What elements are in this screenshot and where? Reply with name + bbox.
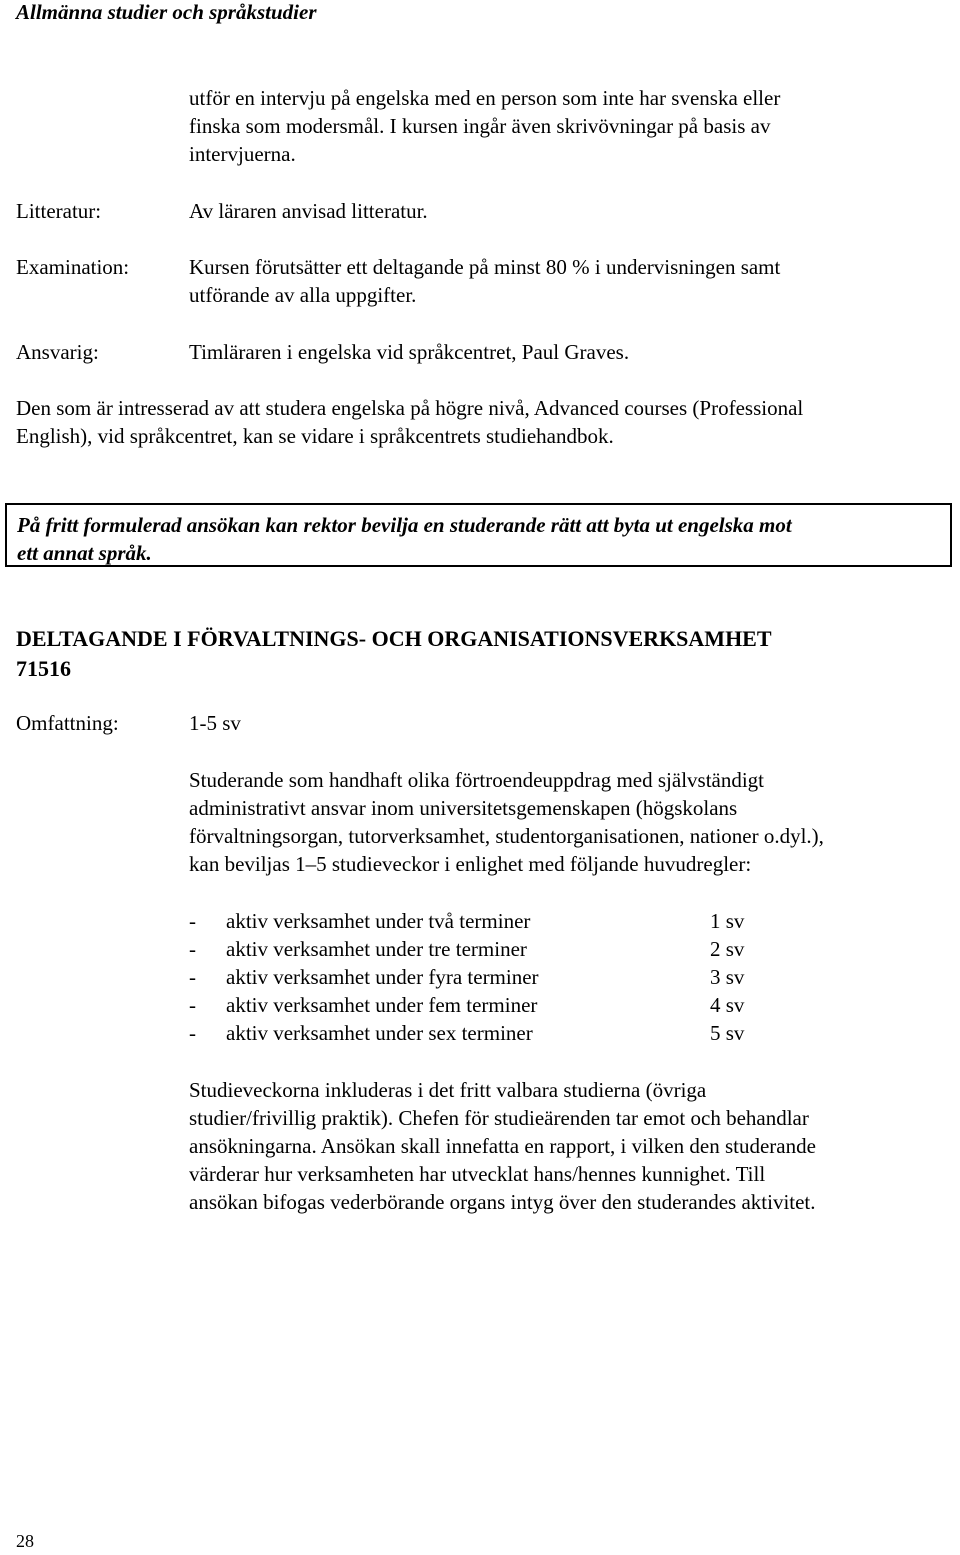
text-line: Studieveckorna inkluderas i det fritt valbara studierna (övriga <box>189 1078 707 1102</box>
rule-credits: 1 sv <box>710 909 745 933</box>
rule-text: aktiv verksamhet under två terminer <box>226 909 531 933</box>
text-line: På fritt formulerad ansökan kan rektor bevilja en studerande rätt att byta ut engelska mot <box>17 513 792 537</box>
text-line: kan beviljas 1–5 studieveckor i enlighet med följande huvudregler: <box>189 852 752 876</box>
text-line: utförande av alla uppgifter. <box>189 283 417 307</box>
section-header: Allmänna studier och språkstudier <box>16 0 317 24</box>
course-closing-text <box>189 1076 929 1216</box>
rule-item <box>189 1019 789 1047</box>
text-line: värderar hur verksamheten har utvecklat hans/hennes kunnighet. Till <box>189 1162 766 1186</box>
text-line: finska som modersmål. I kursen ingår även skrivövningar på basis av <box>189 114 771 138</box>
omfattning-label: Omfattning: <box>16 711 119 735</box>
rule-credits: 3 sv <box>710 965 745 989</box>
rule-item <box>189 963 789 991</box>
litteratur-value: Av läraren anvisad litteratur. <box>189 199 428 223</box>
text-line: ett annat språk. <box>17 541 152 565</box>
text-line: intervjuerna. <box>189 142 296 166</box>
page-number: 28 <box>16 1531 34 1551</box>
rule-dash: - <box>189 993 196 1017</box>
language-exchange-notice <box>17 511 940 567</box>
rule-text: aktiv verksamhet under tre terminer <box>226 937 527 961</box>
rule-text: aktiv verksamhet under fyra terminer <box>226 965 539 989</box>
course-code: 71516 <box>16 656 71 681</box>
text-line: studier/frivillig praktik). Chefen för studieärenden tar emot och behandlar <box>189 1106 809 1130</box>
ansvarig-value: Timläraren i engelska vid språkcentret, Paul Graves. <box>189 340 630 364</box>
text-line: ansökningarna. Ansökan skall innefatta en rapport, i vilken den studerande <box>189 1134 816 1158</box>
rule-dash: - <box>189 965 196 989</box>
examination-value <box>189 253 929 309</box>
rule-credits: 4 sv <box>710 993 745 1017</box>
rule-item <box>189 991 789 1019</box>
rule-text: aktiv verksamhet under sex terminer <box>226 1021 533 1045</box>
rule-item <box>189 935 789 963</box>
omfattning-value: 1-5 sv <box>189 711 241 735</box>
rule-dash: - <box>189 909 196 933</box>
rule-dash: - <box>189 937 196 961</box>
text-line: administrativt ansvar inom universitetsgemenskapen (högskolans <box>189 796 738 820</box>
ansvarig-label: Ansvarig: <box>16 340 99 364</box>
text-line: förvaltningsorgan, tutorverksamhet, studentorganisationen, nationer o.dyl.), <box>189 824 824 848</box>
text-line: Den som är intresserad av att studera engelska på högre nivå, Advanced courses (Professional <box>16 396 804 420</box>
language-exchange-notice-box <box>5 503 952 567</box>
text-line: Studerande som handhaft olika förtroendeuppdrag med självständigt <box>189 768 765 792</box>
text-line: utför en intervju på engelska med en person som inte har svenska eller <box>189 86 781 110</box>
course-description <box>189 766 929 878</box>
course-intro-text <box>189 84 929 168</box>
rule-dash: - <box>189 1021 196 1045</box>
rule-text: aktiv verksamhet under fem terminer <box>226 993 538 1017</box>
examination-label: Examination: <box>16 255 130 279</box>
text-line: ansökan bifogas vederbörande organs intyg över den studerandes aktivitet. <box>189 1190 816 1214</box>
rule-item <box>189 907 789 935</box>
course-title: DELTAGANDE I FÖRVALTNINGS- OCH ORGANISATIONSVERKSAMHET <box>16 626 772 651</box>
advanced-courses-note <box>16 394 946 450</box>
course-heading <box>16 624 936 684</box>
litteratur-label: Litteratur: <box>16 199 102 223</box>
rule-credits: 2 sv <box>710 937 745 961</box>
text-line: Kursen förutsätter ett deltagande på minst 80 % i undervisningen samt <box>189 255 781 279</box>
text-line: English), vid språkcentret, kan se vidare i språkcentrets studiehandbok. <box>16 424 614 448</box>
rule-credits: 5 sv <box>710 1021 745 1045</box>
